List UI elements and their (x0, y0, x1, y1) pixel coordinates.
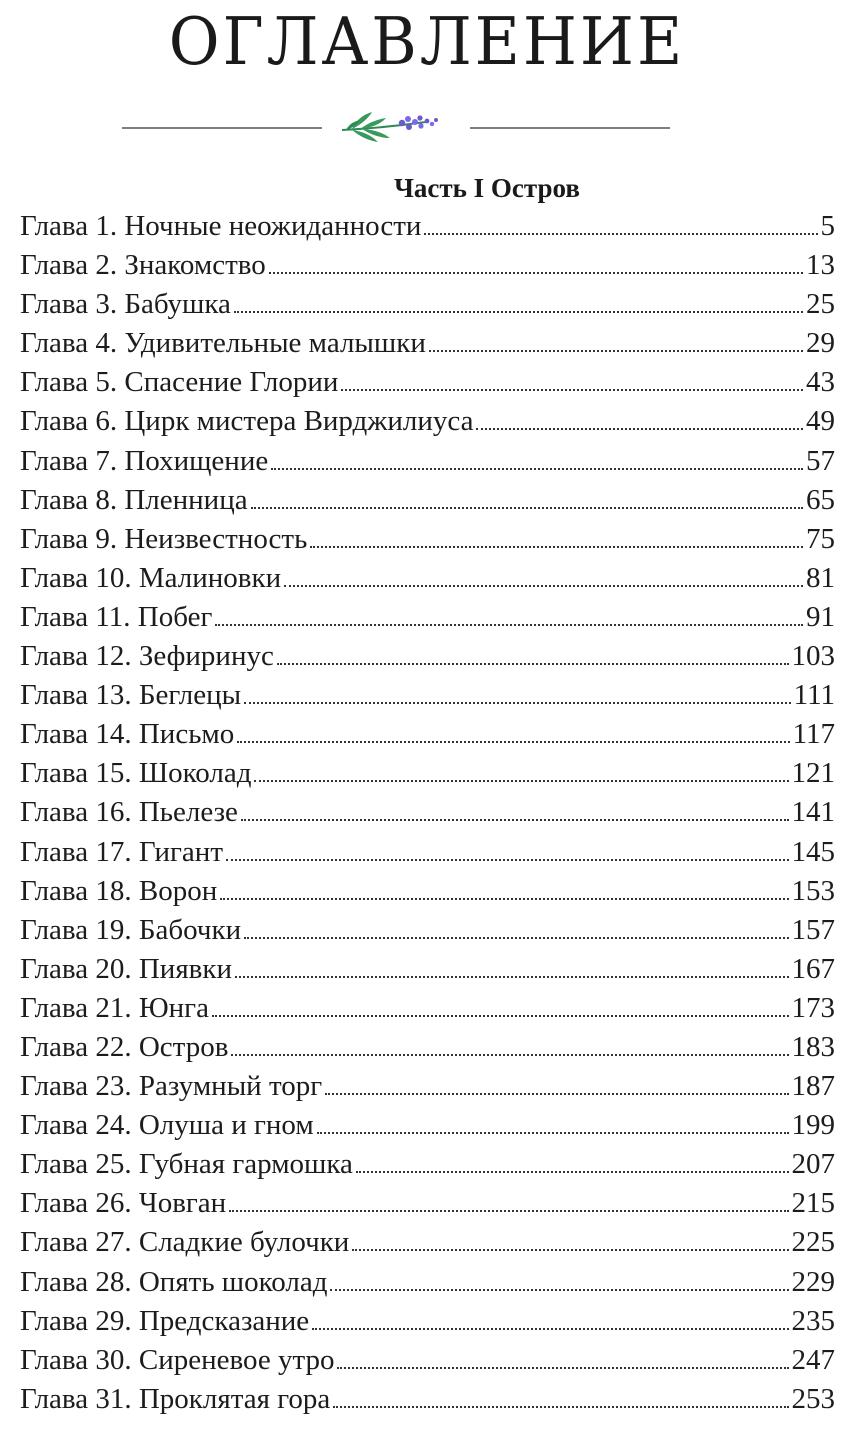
toc-entry-page: 117 (792, 718, 835, 751)
toc-entry-title: Глава 21. Юнга (20, 991, 209, 1024)
dot-leader (244, 702, 790, 704)
toc-entry-title: Глава 25. Губная гармошка (20, 1148, 353, 1181)
toc-entry-page: 187 (791, 1070, 835, 1103)
toc-entry[interactable] (20, 285, 835, 324)
dot-leader (333, 1406, 788, 1408)
dot-leader (352, 1249, 788, 1251)
toc-entry-page: 75 (806, 522, 835, 555)
toc-entry-title: Глава 1. Ночные неожиданности (20, 210, 422, 242)
toc-entry-page: 247 (791, 1343, 835, 1376)
toc-entry-title: Глава 16. Пьелезе (20, 796, 238, 829)
toc-entry[interactable] (20, 911, 835, 950)
toc-entry[interactable] (20, 559, 835, 598)
toc-entry[interactable] (20, 1341, 835, 1380)
dot-leader (212, 1015, 789, 1017)
toc-entry-page: 65 (806, 483, 835, 516)
toc-entry[interactable] (20, 715, 835, 754)
toc-entry[interactable] (20, 872, 835, 911)
toc-entry-title: Глава 19. Бабочки (20, 913, 242, 946)
toc-entry[interactable] (20, 1380, 835, 1419)
toc-entry-page: 183 (791, 1030, 835, 1063)
toc-entry-title: Глава 27. Сладкие булочки (20, 1226, 350, 1259)
toc-entry-title: Глава 5. Спасение Глории (20, 366, 339, 399)
dot-leader (476, 428, 803, 430)
toc-entry-page: 229 (791, 1265, 835, 1298)
toc-entry-title: Глава 14. Письмо (20, 718, 235, 751)
dot-leader (226, 859, 789, 861)
dot-leader (269, 272, 803, 274)
toc-entry-title: Глава 23. Разумный торг (20, 1070, 323, 1103)
toc-entry-title: Глава 9. Неизвестность (20, 522, 308, 555)
toc-entry-page: 145 (791, 835, 835, 868)
toc-entry-page: 235 (791, 1304, 835, 1337)
dot-leader (310, 546, 803, 548)
dot-leader (231, 1054, 788, 1056)
toc-entry[interactable] (20, 1184, 835, 1223)
toc-entry-title: Глава 8. Пленница (20, 483, 248, 516)
toc-entry-title: Глава 20. Пиявки (20, 952, 232, 985)
dot-leader (330, 1289, 788, 1291)
dot-leader (312, 1328, 788, 1330)
part-heading: Часть I Остров (394, 173, 580, 203)
toc-entry-page: 199 (791, 1109, 835, 1142)
dot-leader (277, 663, 789, 665)
toc-entry-title: Глава 6. Цирк мистера Вирджилиуса (20, 405, 474, 438)
toc-entry-title: Глава 28. Опять шоколад (20, 1265, 328, 1298)
toc-entry-page: 25 (806, 288, 835, 321)
toc-entry-page: 57 (806, 444, 835, 477)
toc-entry-page: 207 (791, 1148, 835, 1181)
toc-entry[interactable] (20, 1028, 835, 1067)
toc-list (20, 207, 835, 1419)
toc-entry[interactable] (20, 676, 835, 715)
toc-entry-page: 43 (806, 366, 835, 399)
toc-entry-title: Глава 11. Побег (20, 600, 213, 633)
toc-entry-page: 49 (806, 405, 835, 438)
toc-entry-page: 91 (806, 600, 835, 633)
toc-entry[interactable] (20, 324, 835, 363)
toc-entry-page: 153 (791, 874, 835, 907)
toc-entry-title: Глава 2. Знакомство (20, 249, 266, 282)
dot-leader (241, 819, 789, 821)
dot-leader (220, 898, 788, 900)
toc-entry-page: 157 (791, 913, 835, 946)
toc-entry[interactable] (20, 402, 835, 441)
toc-entry[interactable] (20, 207, 835, 246)
toc-entry[interactable] (20, 246, 835, 285)
toc-entry-title: Глава 18. Ворон (20, 874, 218, 907)
page-title: ОГЛАВЛЕНИЕ (168, 3, 686, 80)
toc-entry[interactable] (20, 363, 835, 402)
toc-entry-title: Глава 3. Бабушка (20, 288, 231, 321)
dot-leader (215, 624, 803, 626)
toc-entry[interactable] (20, 1302, 835, 1341)
dot-leader (235, 976, 789, 978)
dot-leader (237, 741, 789, 743)
toc-entry-title: Глава 29. Предсказание (20, 1304, 310, 1337)
dot-leader (284, 585, 803, 587)
dot-leader (254, 780, 788, 782)
toc-entry-title: Глава 13. Беглецы (20, 679, 242, 712)
leaf-sprig-icon (342, 112, 438, 142)
toc-entry-title: Глава 15. Шоколад (20, 757, 252, 790)
toc-entry-title: Глава 22. Остров (20, 1030, 229, 1063)
toc-entry-page: 167 (791, 952, 835, 985)
toc-entry-title: Глава 4. Удивительные малышки (20, 327, 426, 360)
toc-entry-title: Глава 30. Сиреневое утро (20, 1343, 335, 1376)
dot-leader (325, 1093, 788, 1095)
toc-entry-title: Глава 10. Малиновки (20, 561, 282, 594)
toc-entry[interactable] (20, 950, 835, 989)
dot-leader (424, 233, 817, 235)
toc-entry-page: 29 (806, 327, 835, 360)
toc-entry-page: 225 (791, 1226, 835, 1259)
toc-entry[interactable] (20, 754, 835, 793)
toc-entry[interactable] (20, 833, 835, 872)
toc-entry-title: Глава 7. Похищение (20, 444, 269, 477)
toc-entry-page: 13 (806, 249, 835, 282)
toc-entry-page: 215 (791, 1187, 835, 1220)
toc-entry-page: 81 (806, 561, 835, 594)
toc-entry[interactable] (20, 1223, 835, 1262)
dot-leader (271, 468, 803, 470)
toc-entry[interactable] (20, 481, 835, 520)
toc-entry[interactable] (20, 598, 835, 637)
toc-entry-page: 253 (791, 1382, 835, 1415)
toc-entry[interactable] (20, 442, 835, 481)
dot-leader (317, 1132, 789, 1134)
toc-entry-title: Глава 24. Олуша и гном (20, 1109, 314, 1142)
dot-leader (229, 1210, 788, 1212)
toc-entry-title: Глава 17. Гигант (20, 835, 223, 868)
toc-entry[interactable] (20, 1145, 835, 1184)
dot-leader (244, 937, 788, 939)
toc-entry-title: Глава 26. Човган (20, 1187, 227, 1220)
toc-entry-page: 121 (791, 757, 835, 790)
toc-entry[interactable] (20, 989, 835, 1028)
title-ornament (120, 108, 672, 148)
dot-leader (341, 389, 803, 391)
toc-entry-title: Глава 31. Проклятая гора (20, 1382, 331, 1415)
toc-entry[interactable] (20, 520, 835, 559)
toc-entry[interactable] (20, 793, 835, 832)
dot-leader (337, 1367, 788, 1369)
toc-entry[interactable] (20, 637, 835, 676)
dot-leader (251, 507, 803, 509)
dot-leader (429, 350, 803, 352)
toc-entry-page: 111 (793, 679, 835, 712)
toc-entry-page: 173 (791, 991, 835, 1024)
dot-leader (356, 1171, 789, 1173)
toc-entry-page: 141 (791, 796, 835, 829)
toc-entry[interactable] (20, 1067, 835, 1106)
dot-leader (234, 311, 803, 313)
toc-entry-page: 5 (820, 210, 835, 242)
toc-entry[interactable] (20, 1263, 835, 1302)
toc-entry[interactable] (20, 1106, 835, 1145)
toc-entry-title: Глава 12. Зефиринус (20, 640, 274, 673)
toc-entry-page: 103 (791, 640, 835, 673)
